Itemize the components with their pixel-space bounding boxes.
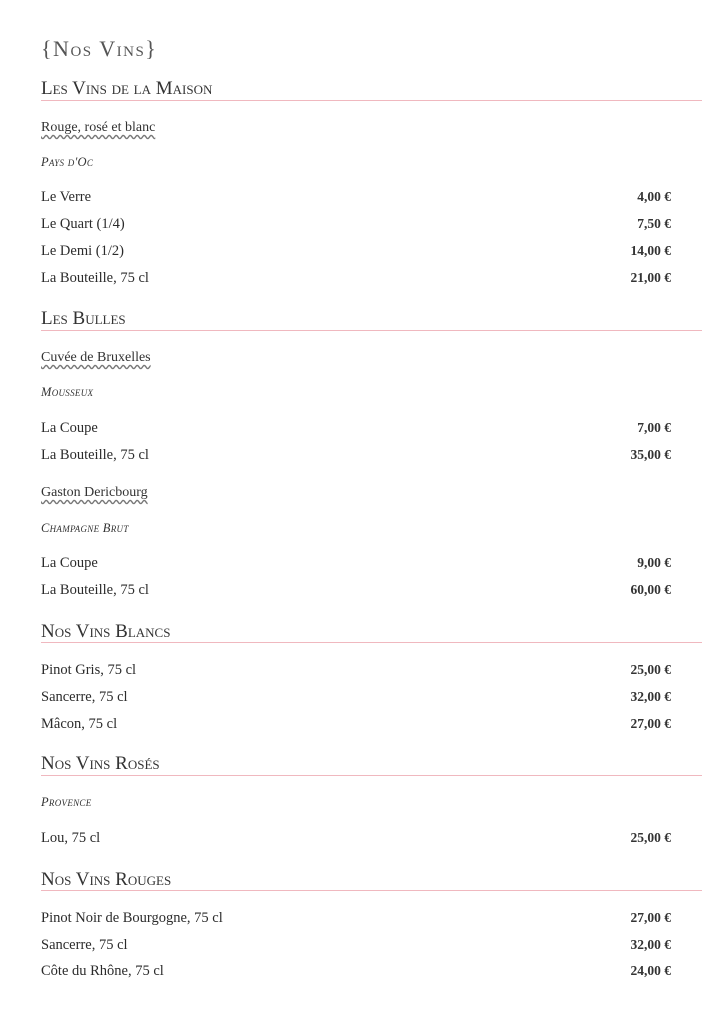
producer-name: Cuvée de Bruxelles: [41, 350, 151, 365]
section-divider: [41, 775, 702, 776]
menu-item: [41, 963, 671, 980]
item-name: La Bouteille, 75 cl: [41, 582, 149, 598]
region-label: Champagne Brut: [41, 521, 129, 535]
page-title: {Nos Vins}: [41, 36, 158, 61]
item-name: Sancerre, 75 cl: [41, 689, 128, 705]
menu-item: [41, 420, 671, 437]
item-price: 7,50 €: [637, 216, 671, 231]
item-price: 25,00 €: [630, 830, 671, 845]
item-price: 60,00 €: [630, 582, 671, 597]
menu-item: [41, 830, 671, 847]
menu-item: [41, 447, 671, 464]
producer-name: Gaston Dericbourg: [41, 485, 148, 500]
item-price: 25,00 €: [630, 662, 671, 677]
item-name: Lou, 75 cl: [41, 830, 101, 846]
item-price: 27,00 €: [630, 716, 671, 731]
menu-item: [41, 662, 671, 679]
item-name: Sancerre, 75 cl: [41, 937, 128, 953]
section-divider: [41, 642, 702, 643]
item-name: Côte du Rhône, 75 cl: [41, 963, 164, 979]
item-price: 24,00 €: [630, 963, 671, 978]
item-name: La Coupe: [41, 420, 98, 436]
menu-item: [41, 189, 671, 206]
menu-item: [41, 937, 671, 954]
item-name: Pinot Noir de Bourgogne, 75 cl: [41, 910, 223, 926]
menu-item: [41, 243, 671, 260]
menu-item: [41, 270, 671, 287]
section-title-roses: Nos Vins Rosés: [41, 753, 160, 774]
menu-item: [41, 555, 671, 572]
section-title-rouges: Nos Vins Rouges: [41, 869, 172, 890]
item-price: 27,00 €: [630, 910, 671, 925]
section-divider: [41, 890, 702, 891]
region-label: Provence: [41, 795, 92, 809]
item-price: 4,00 €: [637, 189, 671, 204]
menu-item: [41, 582, 671, 599]
section-title-maison: Les Vins de la Maison: [41, 78, 213, 99]
section-title-blancs: Nos Vins Blancs: [41, 621, 171, 642]
menu-item: [41, 910, 671, 927]
item-price: 32,00 €: [630, 689, 671, 704]
item-price: 7,00 €: [637, 420, 671, 435]
region-label: Mousseux: [41, 385, 94, 399]
item-name: La Bouteille, 75 cl: [41, 447, 149, 463]
section-divider: [41, 100, 702, 101]
menu-item: [41, 216, 671, 233]
item-price: 32,00 €: [630, 937, 671, 952]
region-label: Pays d'Oc: [41, 155, 94, 169]
item-name: Mâcon, 75 cl: [41, 716, 118, 732]
item-price: 21,00 €: [630, 270, 671, 285]
section-divider: [41, 330, 702, 331]
item-name: La Bouteille, 75 cl: [41, 270, 149, 286]
menu-item: [41, 689, 671, 706]
item-price: 9,00 €: [637, 555, 671, 570]
item-name: Pinot Gris, 75 cl: [41, 662, 137, 678]
item-price: 14,00 €: [630, 243, 671, 258]
item-price: 35,00 €: [630, 447, 671, 462]
producer-name: Rouge, rosé et blanc: [41, 120, 156, 135]
item-name: La Coupe: [41, 555, 98, 571]
item-name: Le Demi (1/2): [41, 243, 124, 259]
menu-item: [41, 716, 671, 733]
item-name: Le Verre: [41, 189, 92, 205]
section-title-bulles: Les Bulles: [41, 308, 126, 329]
item-name: Le Quart (1/4): [41, 216, 125, 232]
